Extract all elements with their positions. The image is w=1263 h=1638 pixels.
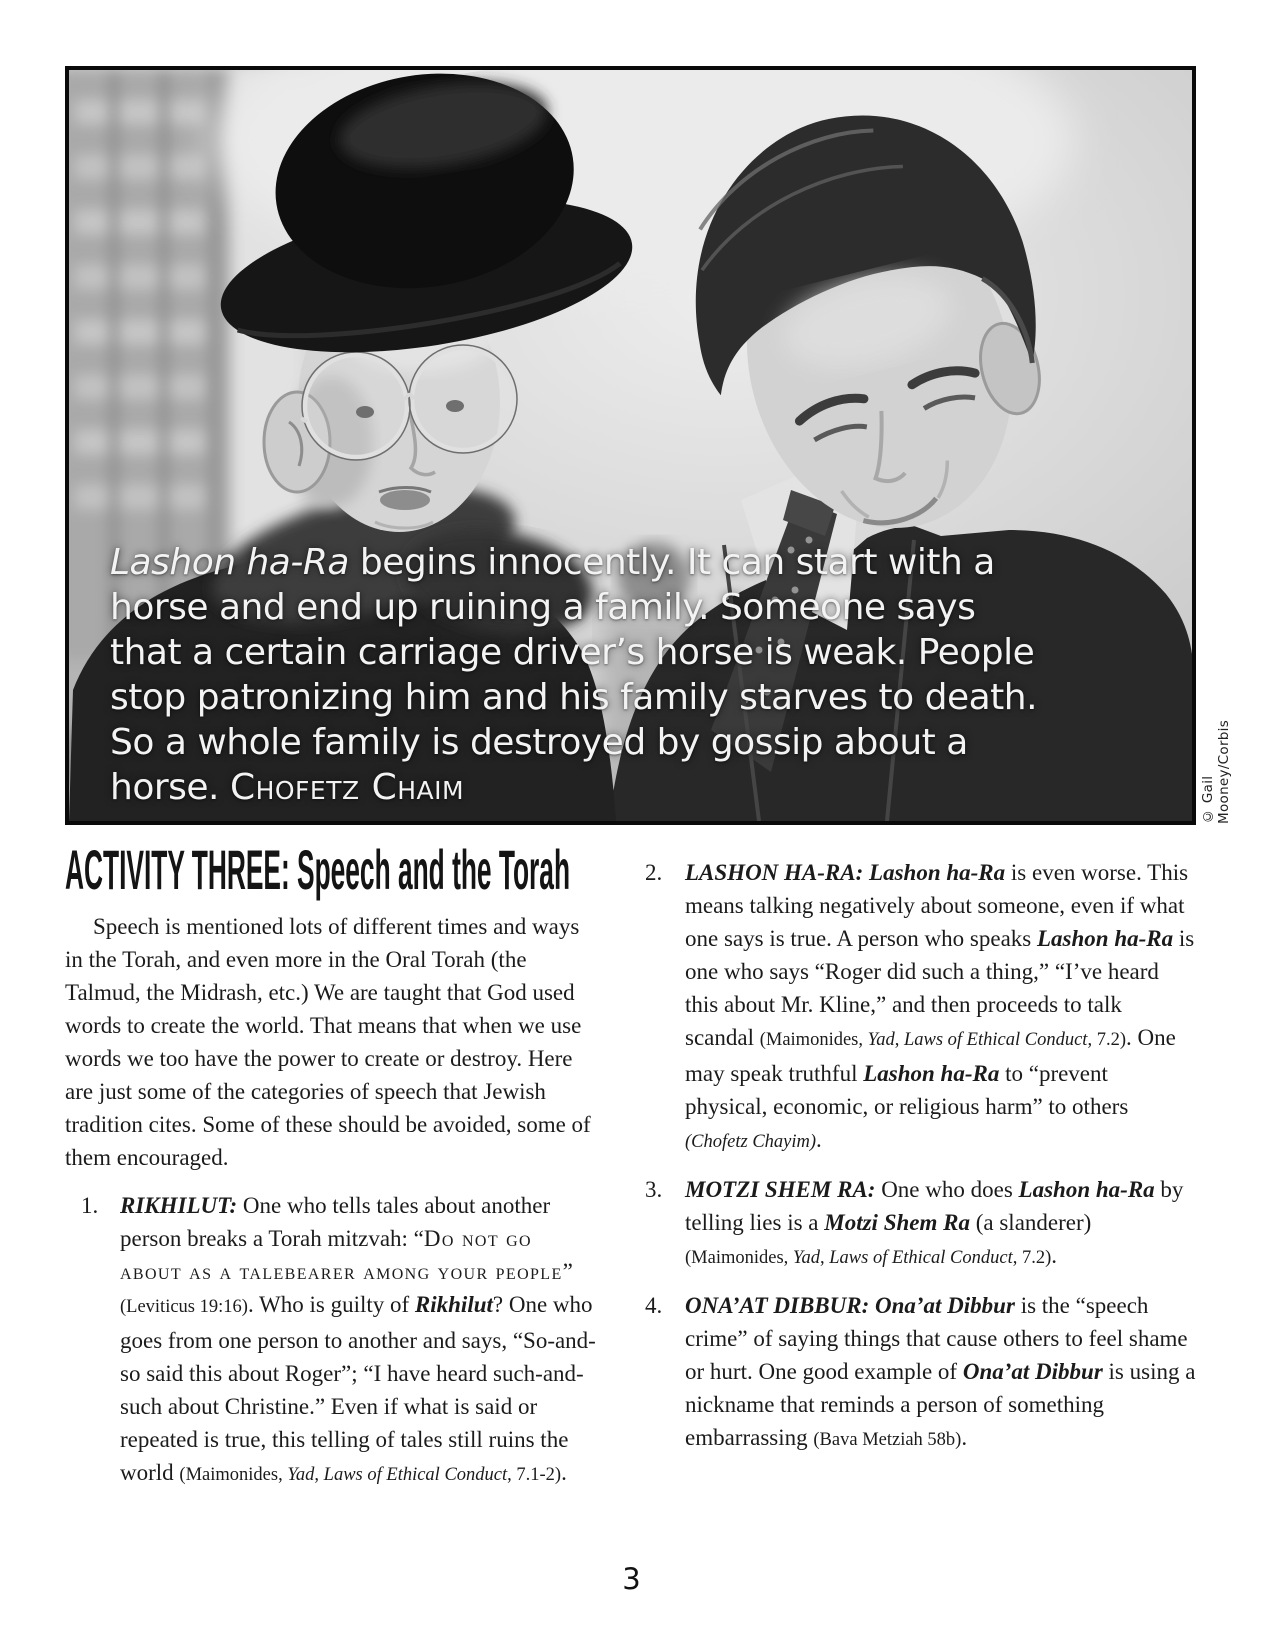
page-number: 3: [622, 1562, 641, 1596]
list-item-number: 4.: [645, 1293, 663, 1318]
photo: [65, 66, 1196, 825]
text-segment: , 7.1-2): [507, 1465, 562, 1485]
list-item: [633, 856, 1196, 1159]
text-segment: . Who is guilty of: [247, 1292, 415, 1317]
text-segment: by telling lies is a: [685, 1177, 1184, 1235]
text-segment: .: [561, 1460, 567, 1485]
text-segment: RIKHILUT:: [120, 1193, 238, 1218]
text-segment: , 7.2): [1012, 1248, 1052, 1268]
text-segment: ,: [894, 1030, 904, 1050]
text-segment: is even worse. This means talking negatively about someone, even if what one says is true. A person who speaks: [685, 860, 1189, 951]
text-segment: (Maimonides,: [685, 1248, 793, 1268]
text-segment: LASHON HA-RA: Lashon ha-Ra: [685, 860, 1006, 885]
text-segment: Do not go about as a talebearer among your people: [120, 1226, 563, 1284]
text-segment: stop patronizing him and his family starves to death.: [110, 677, 1038, 718]
text-segment: horse and end up ruining a family. Someone says: [110, 587, 976, 628]
quote-line: [110, 540, 1176, 585]
text-segment: Lashon ha-Ra: [1037, 926, 1174, 951]
text-segment: ONA’AT DIBBUR: Ona’at Dibbur: [685, 1293, 1015, 1318]
left-column: [65, 840, 600, 1506]
list-item: [633, 1173, 1196, 1275]
text-segment: is the “speech crime” of saying things that cause others to feel shame or hurt. One good example of: [685, 1293, 1188, 1384]
speech-list-part1: [65, 1189, 600, 1492]
text-segment: (a slanderer): [969, 1210, 1092, 1235]
text-segment: .: [1051, 1243, 1058, 1268]
text-segment: Laws of Ethical Conduct: [323, 1465, 508, 1485]
text-segment: Rikhilut: [414, 1292, 493, 1317]
article: [65, 840, 1196, 1506]
text-segment: (Chofetz Chayim): [685, 1132, 817, 1152]
text-segment: Lashon ha-Ra: [110, 542, 349, 583]
text-segment: Yad: [867, 1030, 895, 1050]
text-segment: .: [816, 1127, 822, 1152]
list-item-text: [685, 860, 1194, 1152]
text-segment: (Bava Metziah 58b): [813, 1430, 962, 1450]
list-item-text: [685, 1293, 1195, 1450]
text-segment: horse.: [110, 767, 230, 808]
list-item-number: 3.: [645, 1177, 663, 1202]
text-segment: ? One who goes from one person to another and says, “So-and-so said this about Roger”; “I have heard such-and-such about Christine.” Even if what is said or repeated is true, this telling of tales still ruins the world: [120, 1292, 596, 1485]
quote-line: [110, 720, 1176, 765]
text-segment: to “prevent physical, economic, or religious harm” to others: [685, 1061, 1129, 1119]
text-segment: begins innocently. It can start with a: [348, 542, 995, 583]
text-segment: MOTZI SHEM RA:: [685, 1177, 876, 1202]
text-segment: Lashon ha-Ra: [863, 1061, 1000, 1086]
text-segment: ”: [562, 1259, 573, 1284]
text-segment: .: [961, 1425, 968, 1450]
list-item: [633, 1289, 1196, 1457]
text-segment: (Maimonides,: [179, 1465, 288, 1485]
text-segment: . One may speak truthful: [685, 1025, 1176, 1086]
text-segment: Yad: [287, 1465, 315, 1485]
list-item-text: [120, 1193, 596, 1485]
quote-line: [110, 765, 1176, 810]
text-segment: is one who says “Roger did such a thing,” “I’ve heard this about Mr. Kline,” and then proceeds to talk scandal: [685, 926, 1195, 1050]
text-segment: (Leviticus 19:16): [120, 1297, 248, 1317]
list-item: [65, 1189, 600, 1492]
mouth: [380, 490, 430, 510]
right-column: [633, 840, 1196, 1506]
text-segment: , 7.2): [1087, 1030, 1126, 1050]
list-item-number: 1.: [81, 1193, 99, 1218]
quote-line: [110, 675, 1176, 720]
text-segment: Laws of Ethical Conduct: [903, 1030, 1088, 1050]
text-segment: (Maimonides,: [759, 1030, 868, 1050]
text-segment: is using a nickname that reminds a person of something embarrassing: [685, 1359, 1196, 1450]
text-segment: Laws of Ethical Conduct: [829, 1248, 1013, 1268]
text-segment: ,: [820, 1248, 830, 1268]
text-segment: that a certain carriage driver’s horse is weak. People: [110, 632, 1035, 673]
text-segment: Chofetz Chaim: [229, 767, 465, 808]
text-segment: ,: [314, 1465, 324, 1485]
photo-quote: [110, 540, 1176, 810]
speech-list-part2: [633, 856, 1196, 1457]
text-segment: Yad: [792, 1248, 820, 1268]
quote-line: [110, 585, 1176, 630]
page-title: ACTIVITY THREE: Speech and the Torah: [65, 838, 571, 901]
list-item-number: 2.: [645, 860, 663, 885]
text-segment: Motzi Shem Ra: [824, 1210, 970, 1235]
text-segment: Ona’at Dibbur: [962, 1359, 1103, 1384]
text-segment: One who tells tales about another person breaks a Torah mitzvah: “: [120, 1193, 551, 1251]
list-item-text: [685, 1177, 1183, 1268]
intro-paragraph: Speech is mentioned lots of different times and ways in the Torah, and even more in the Oral Torah (the Talmud, the Midrash, etc.) We are taught that God used words to create the world. That means that when we use words we too have the power to create or destroy. Here are just some of the categories of speech that Jewish tradition cites. Some of these should be avoided, some of them encouraged.: [65, 914, 591, 1170]
quote-line: [110, 630, 1176, 675]
text-segment: Lashon ha-Ra: [1018, 1177, 1155, 1202]
photo-credit: © Gail Mooney/Corbis: [1200, 719, 1232, 824]
text-segment: So a whole family is destroyed by gossip about a: [110, 722, 968, 763]
text-segment: One who does: [875, 1177, 1019, 1202]
